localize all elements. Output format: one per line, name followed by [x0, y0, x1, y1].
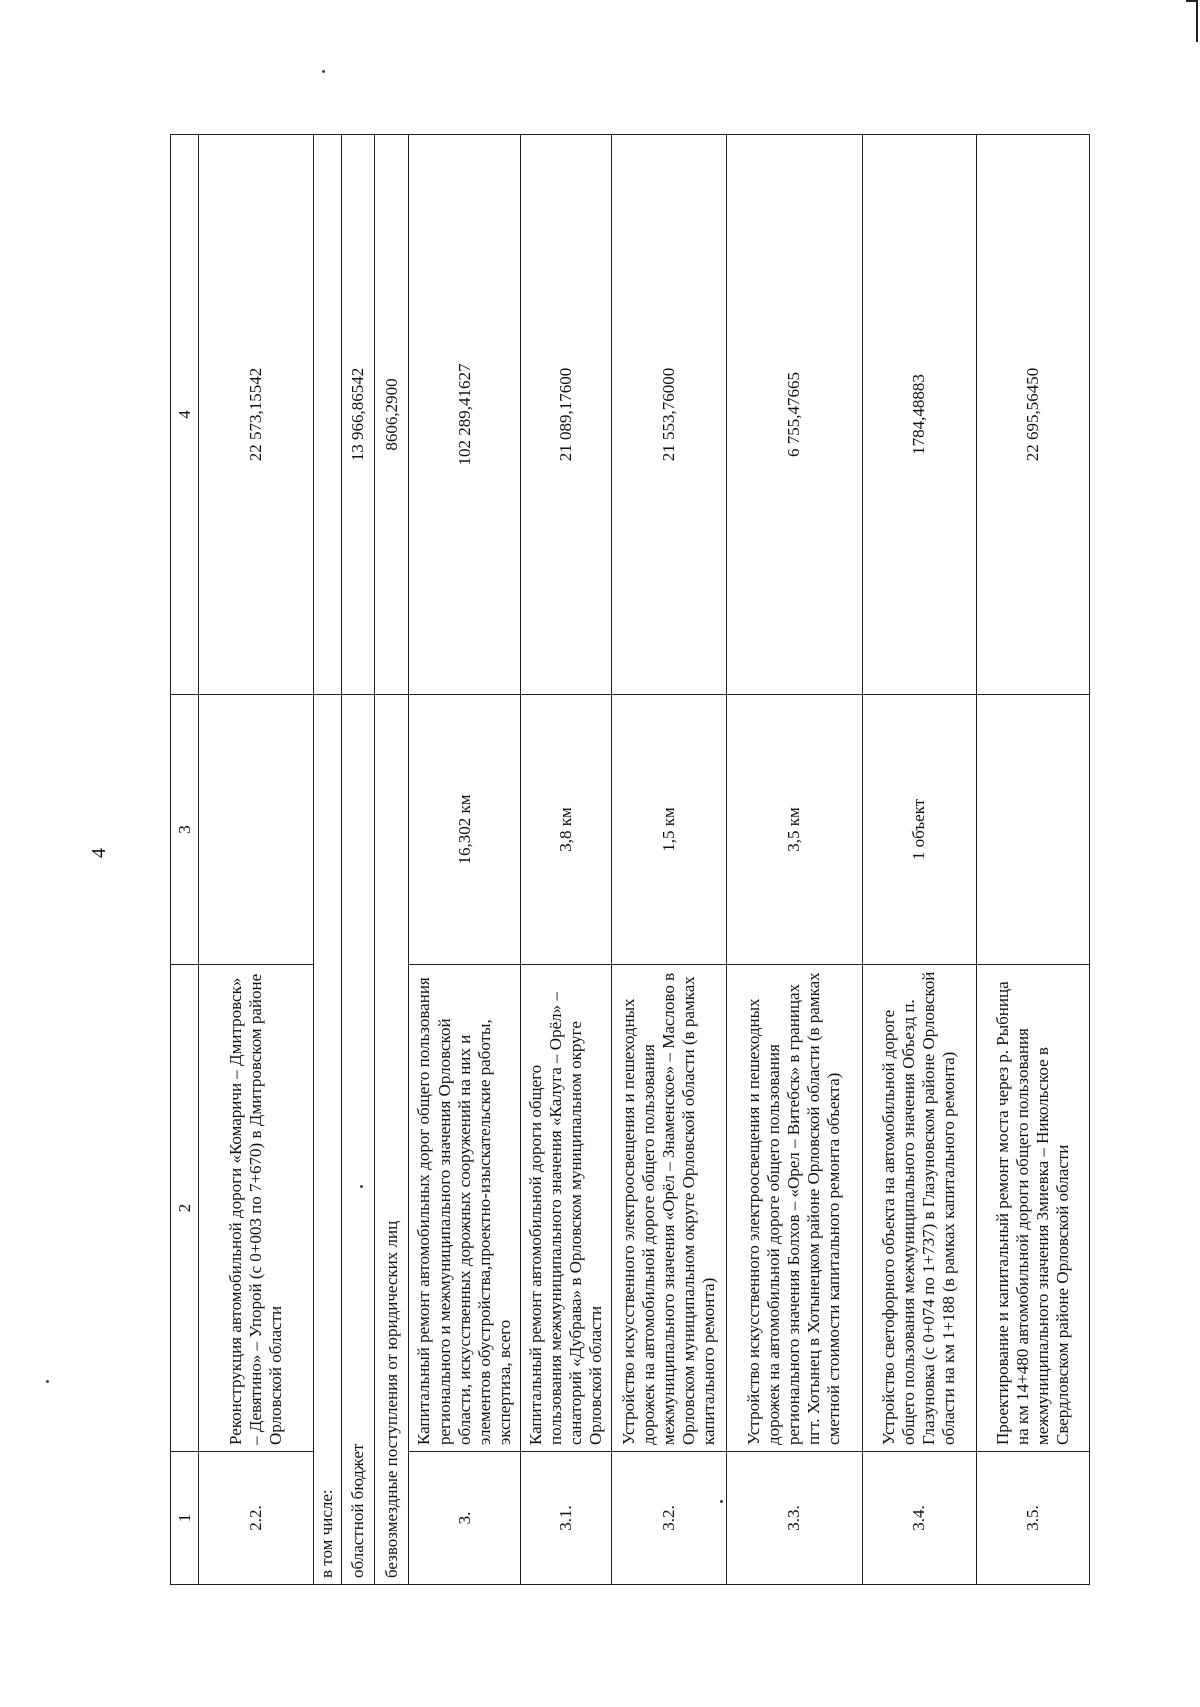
row-amount: 8606,2900	[375, 135, 408, 695]
row-number: 2.2.	[199, 1452, 314, 1585]
scan-corner-mark	[1186, 0, 1198, 42]
table-row	[612, 135, 727, 1585]
table-row	[521, 135, 612, 1585]
header-cell-col-4: 4	[171, 135, 199, 695]
row-number: 3.2.	[612, 1452, 727, 1585]
row-quantity	[199, 695, 314, 965]
row-description: Устройство искусственного электроосвещения и пешеходных дорожек на автомобильной дороге общего пользования регионального значения Болхов – «Орел – Витебск» в границах пгт. Хотынец в Хотынецком районе Орловской области (в рамках сметной стоимости капитального ремонта объекта)	[727, 965, 863, 1452]
row-description: Проектирование и капитальный ремонт моста через р. Рыбница на км 14+480 автомобильной дороги общего пользования межмуниципального значения Змиевка – Никольское в Свердловском районе Орловской области	[977, 965, 1090, 1452]
scan-speck	[46, 1380, 49, 1383]
row-amount: 21 089,17600	[521, 135, 612, 695]
row-amount	[313, 135, 341, 695]
row-quantity: 1,5 км	[612, 695, 727, 965]
row-amount: 13 966,86542	[342, 135, 375, 695]
header-cell-col-3: 3	[171, 695, 199, 965]
table-row	[342, 135, 375, 1585]
table-row	[199, 135, 314, 1585]
table-row	[862, 135, 977, 1585]
budget-table-rotated	[170, 135, 1090, 1585]
row-description: Устройство светофорного объекта на автомобильной дороге общего пользования межмуниципального значения Объезд п. Глазуновка (с 0+074 по 1+737) в Глазуновском районе Орловской области на км 1+188 (в рамках капитального ремонта)	[862, 965, 977, 1452]
table-row	[408, 135, 521, 1585]
budget-table	[170, 134, 1090, 1585]
row-label: областной бюджет	[342, 695, 375, 1585]
row-amount: 21 553,76000	[612, 135, 727, 695]
table-row	[977, 135, 1090, 1585]
row-number: 3.1.	[521, 1452, 612, 1585]
table-row	[727, 135, 863, 1585]
row-quantity: 3,8 км	[521, 695, 612, 965]
row-label: в том числе:	[313, 695, 341, 1585]
row-description: Реконструкция автомобильной дороги «Комаричи – Дмитровск» – Девятино» – Упорой (с 0+003 по 7+670) в Дмитровском районе Орловской области	[199, 965, 314, 1452]
row-amount: 6 755,47665	[727, 135, 863, 695]
row-quantity: 3,5 км	[727, 695, 863, 965]
row-number: 3.5.	[977, 1452, 1090, 1585]
row-amount: 22 573,15542	[199, 135, 314, 695]
row-quantity: 1 объект	[862, 695, 977, 965]
row-number: 3.3.	[727, 1452, 863, 1585]
row-amount: 102 289,41627	[408, 135, 521, 695]
row-description: Капитальный ремонт автомобильных дорог общего пользования регионального и межмуниципального значения Орловской области, искусственных дорожных сооружений на них и элементов обустройства,проектно-изыскательские работы, экспертиза, всего	[408, 965, 521, 1452]
row-amount: 22 695,56450	[977, 135, 1090, 695]
row-description: Капитальный ремонт автомобильной дороги общего пользования межмуниципального значения «Калуга – Орёл» – санаторий «Дубрава» в Орловском муниципальном округе Орловской области	[521, 965, 612, 1452]
row-amount: 1784,48883	[862, 135, 977, 695]
row-description: Устройство искусственного электроосвещения и пешеходных дорожек на автомобильной дороге общего пользования межмуниципального значения «Орёл – Знаменское» – Маслово в Орловском муниципальном округе Орловской области (в рамках капитального ремонта)	[612, 965, 727, 1452]
row-label: безвозмездные поступления от юридических лиц	[375, 695, 408, 1585]
scan-speck	[322, 70, 325, 73]
header-cell-col-1: 1	[171, 1452, 199, 1585]
table-header-row	[171, 135, 199, 1585]
page-number: 4	[88, 848, 110, 858]
table-row	[375, 135, 408, 1585]
header-cell-col-2: 2	[171, 965, 199, 1452]
row-number: 3.	[408, 1452, 521, 1585]
table-row	[313, 135, 341, 1585]
row-quantity	[977, 695, 1090, 965]
row-number: 3.4.	[862, 1452, 977, 1585]
row-quantity: 16,302 км	[408, 695, 521, 965]
